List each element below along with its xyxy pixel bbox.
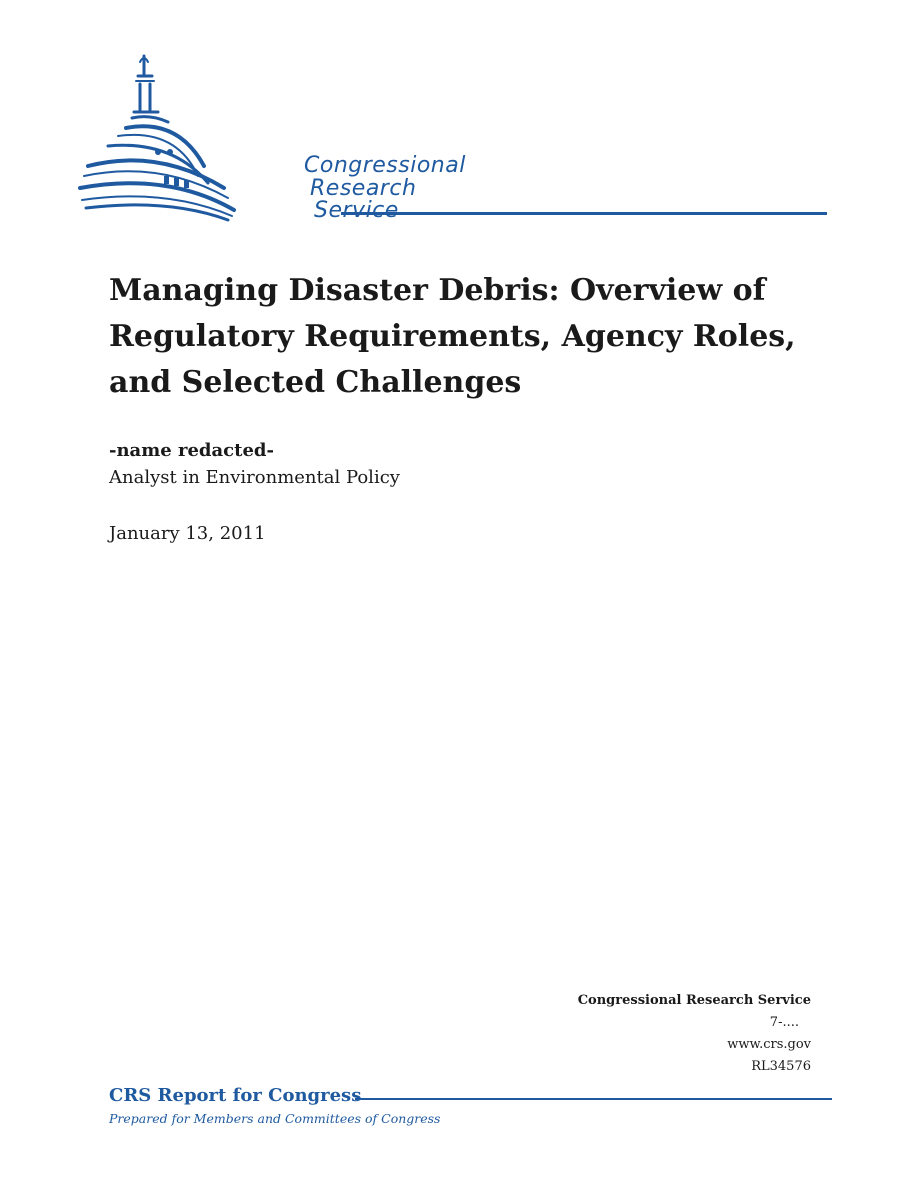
footer-subtitle: Prepared for Members and Committees of Congress [109, 1111, 441, 1126]
author-role: Analyst in Environmental Policy [109, 467, 400, 488]
crs-code: 7-.... [769, 1015, 799, 1030]
report-title: Managing Disaster Debris: Overview of Regulatory Requirements, Agency Roles, and Selected Challenges [109, 273, 796, 400]
crs-url[interactable]: www.crs.gov [727, 1037, 811, 1052]
report-date: January 13, 2011 [109, 523, 266, 544]
author-name: -name redacted- [109, 440, 274, 461]
report-number: RL34576 [751, 1059, 811, 1074]
crs-org-name: Congressional Research Service [577, 993, 811, 1008]
logo-line-research: Research [310, 176, 417, 201]
crs-info-block [578, 990, 811, 1078]
footer-title: CRS Report for Congress [109, 1085, 362, 1106]
logo-line-congressional: Congressional [304, 153, 466, 178]
logo-rule [341, 212, 827, 215]
logo-line-service: Service [314, 198, 399, 223]
footer-rule [355, 1098, 832, 1100]
capitol-dome-icon [78, 48, 238, 223]
crs-logo [78, 48, 466, 228]
